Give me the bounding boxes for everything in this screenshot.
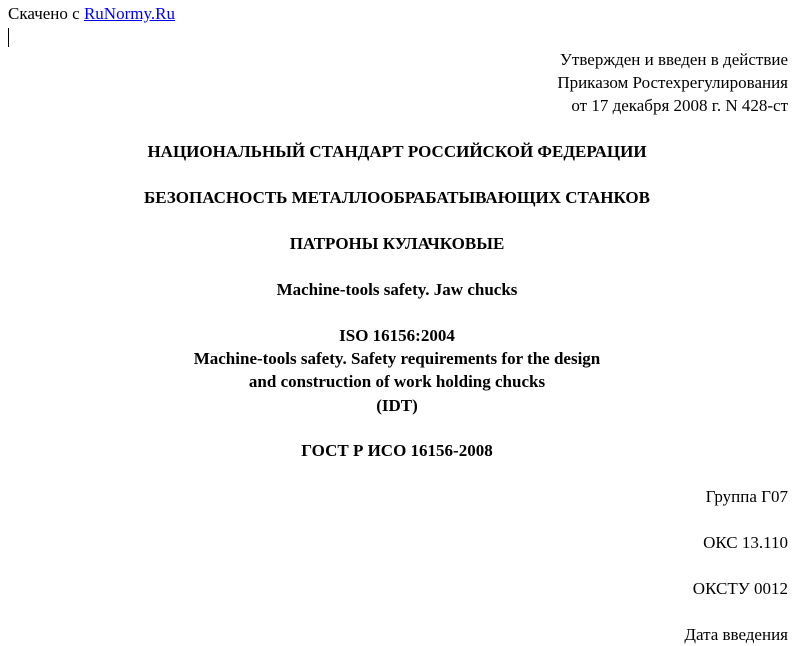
- iso-equivalence: (IDT): [376, 396, 418, 415]
- national-standard-heading: НАЦИОНАЛЬНЫЙ СТАНДАРТ РОССИЙСКОЙ ФЕДЕРАЦИИ: [147, 142, 647, 161]
- english-title: Machine-tools safety. Jaw chucks: [276, 280, 518, 299]
- approval-line-2: Приказом Ростехрегулирования: [557, 73, 788, 92]
- approval-line-3: от 17 декабря 2008 г. N 428-ст: [571, 96, 788, 115]
- text-cursor: [8, 28, 9, 47]
- iso-number: ISO 16156:2004: [339, 326, 455, 345]
- download-source-prefix: Скачено с: [8, 4, 84, 23]
- oks-code: ОКС 13.110: [703, 533, 788, 552]
- gost-number: ГОСТ Р ИСО 16156-2008: [301, 441, 493, 460]
- okstu-code: ОКСТУ 0012: [692, 579, 788, 598]
- group-code: Группа Г07: [705, 487, 788, 506]
- approval-line-1: Утвержден и введен в действие: [559, 50, 788, 69]
- intro-date-label: Дата введения: [684, 625, 788, 644]
- source-link[interactable]: RuNormy.Ru: [83, 4, 175, 23]
- subject-heading: БЕЗОПАСНОСТЬ МЕТАЛЛООБРАБАТЫВАЮЩИХ СТАНКОВ: [144, 188, 650, 207]
- product-heading: ПАТРОНЫ КУЛАЧКОВЫЕ: [289, 234, 505, 253]
- download-source-line: [8, 3, 175, 25]
- iso-title-line-2: and construction of work holding chucks: [248, 372, 546, 391]
- iso-title-line-1: Machine-tools safety. Safety requirements for the design: [193, 349, 601, 368]
